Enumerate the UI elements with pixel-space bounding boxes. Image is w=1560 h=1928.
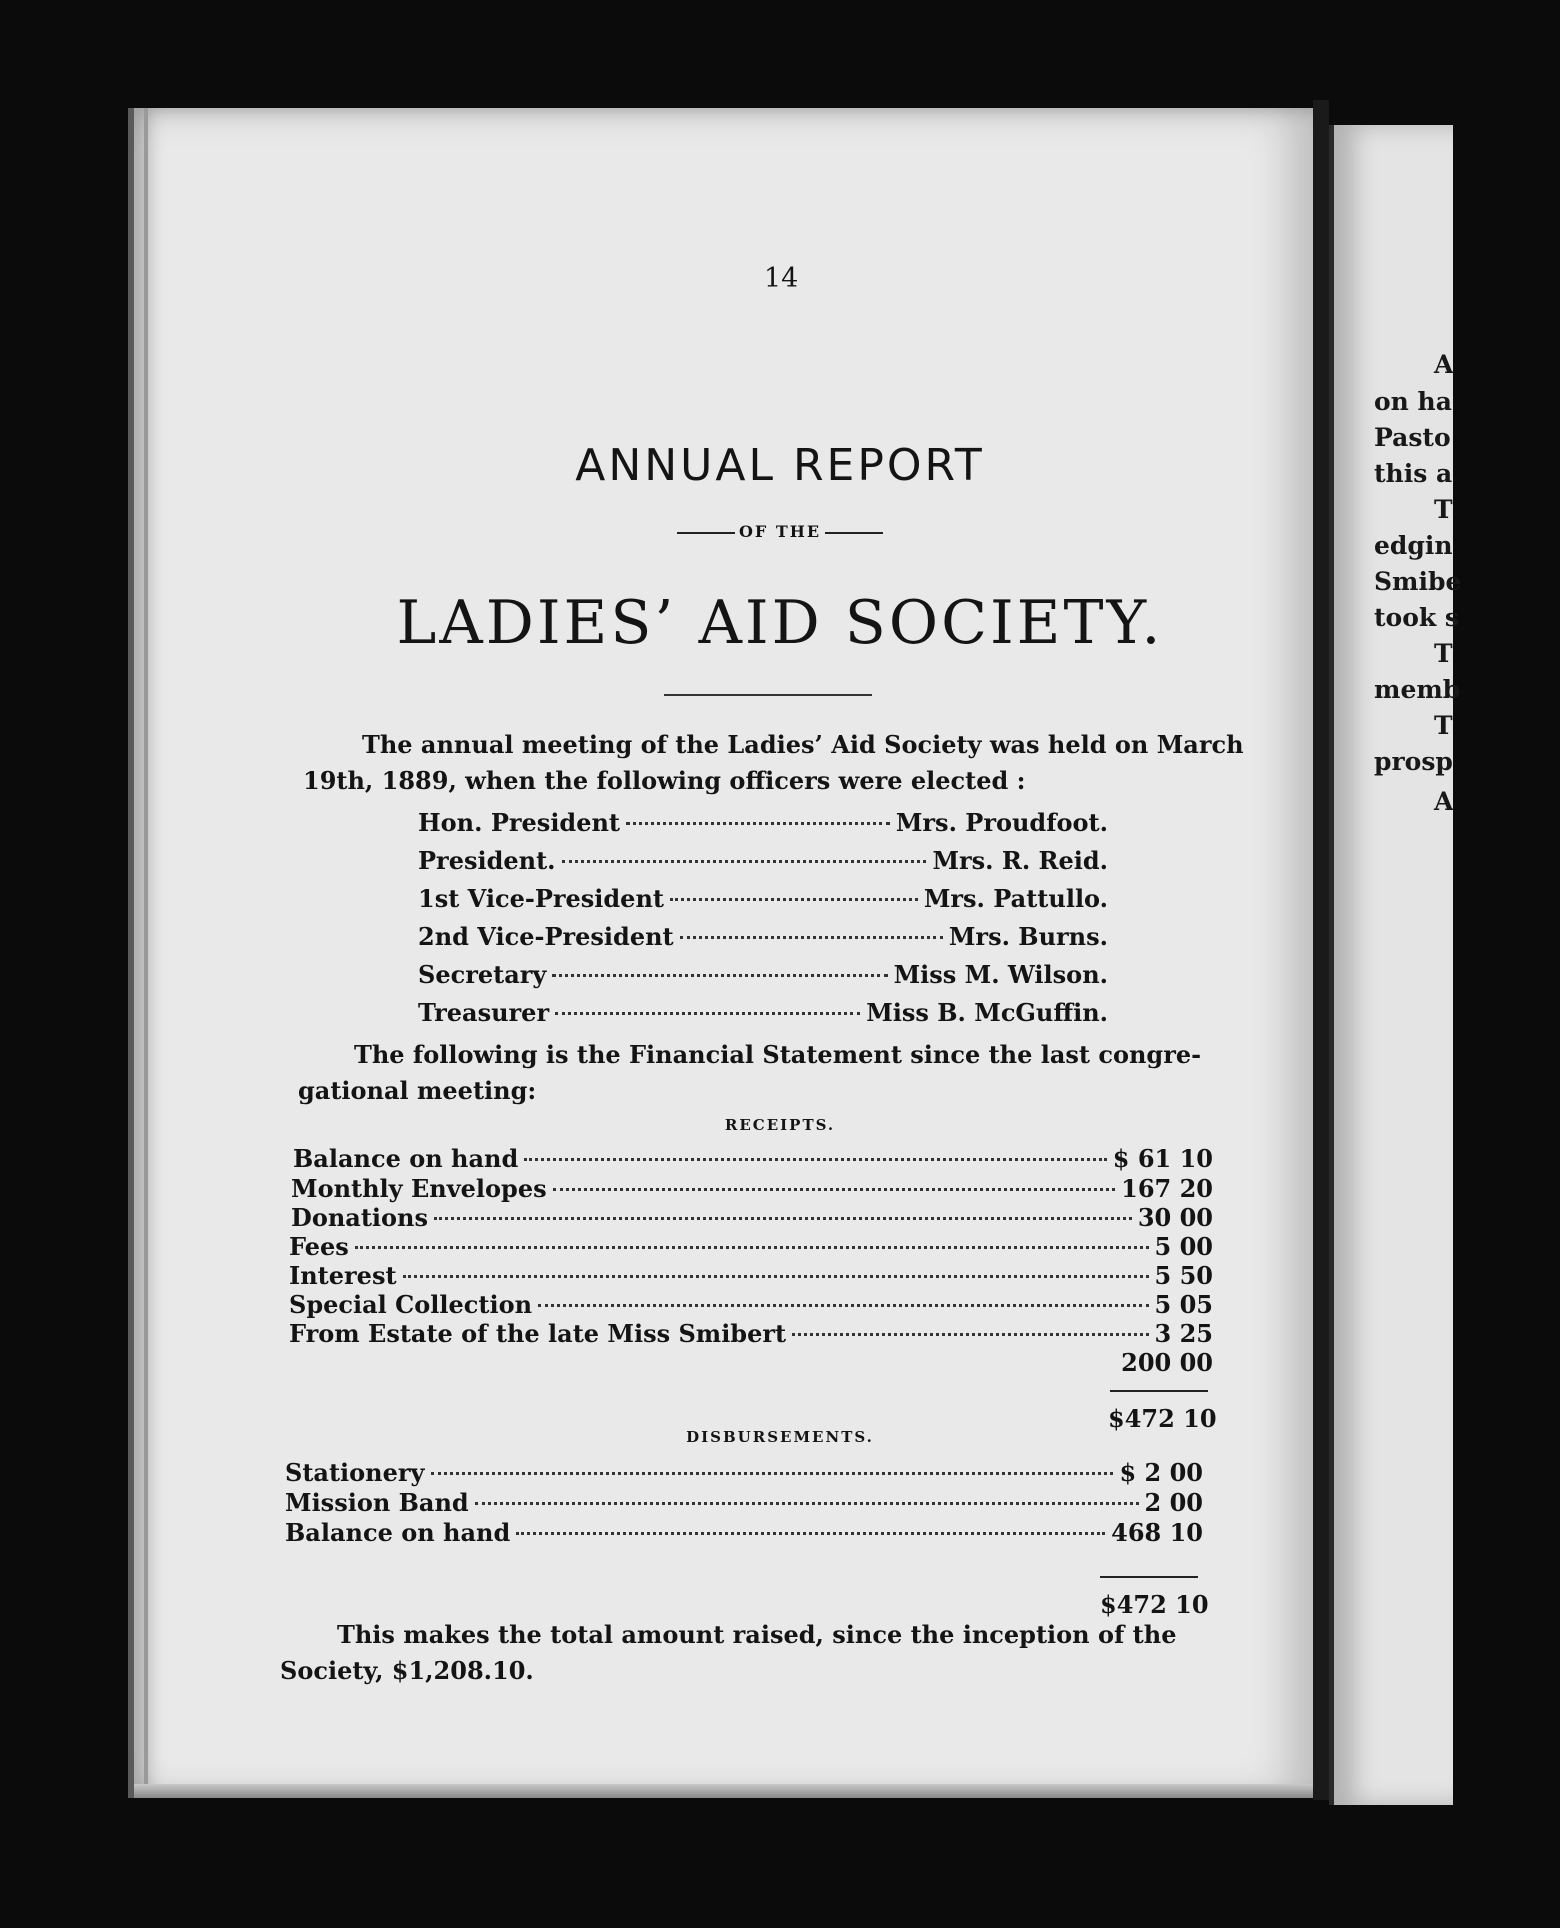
- facing-line: T: [1434, 711, 1453, 740]
- facing-line: this a: [1374, 459, 1453, 488]
- closing-line-2: Society, $1,208.10.: [280, 1656, 534, 1685]
- receipt-label: Fees: [289, 1232, 349, 1261]
- disbursement-amount: 468 10: [1111, 1518, 1203, 1547]
- dot-leader: [475, 1502, 1139, 1505]
- disbursement-row: [285, 1488, 1203, 1517]
- receipt-row: [293, 1144, 1213, 1173]
- receipt-amount: 3 25: [1154, 1319, 1213, 1348]
- receipt-label: Monthly Envelopes: [291, 1174, 547, 1203]
- officer-name: Miss M. Wilson.: [893, 960, 1108, 989]
- receipt-row: [289, 1319, 1213, 1348]
- receipts-heading: RECEIPTS.: [724, 1116, 836, 1134]
- receipt-amount: $ 61 10: [1112, 1144, 1213, 1173]
- closing-line-1: This makes the total amount raised, since the inception of the: [337, 1620, 1177, 1649]
- facing-line: on ha: [1374, 387, 1452, 416]
- dot-leader: [626, 822, 890, 825]
- receipt-amount: 5 00: [1154, 1232, 1213, 1261]
- report-title: ANNUAL REPORT: [575, 440, 985, 491]
- facing-line: memb: [1374, 675, 1461, 704]
- officer-row: [418, 884, 1108, 913]
- receipt-row: [289, 1348, 1213, 1377]
- officer-row: [418, 846, 1108, 875]
- disbursements-heading: DISBURSEMENTS.: [686, 1428, 874, 1446]
- receipt-amount: 5 05: [1154, 1290, 1213, 1319]
- officer-row: [418, 998, 1108, 1027]
- officer-row: [418, 808, 1108, 837]
- receipts-total: $472 10: [1108, 1404, 1217, 1433]
- disbursements-total: $472 10: [1100, 1590, 1209, 1619]
- officer-role: Hon. President: [418, 808, 621, 837]
- receipt-amount: 30 00: [1137, 1203, 1213, 1232]
- dot-leader: [555, 1012, 860, 1015]
- receipt-label: From Estate of the late Miss Smibert: [289, 1319, 787, 1348]
- receipt-amount: 200 00: [1121, 1348, 1213, 1377]
- officer-name: Mrs. R. Reid.: [932, 846, 1108, 875]
- officer-role: 2nd Vice-President: [418, 922, 674, 951]
- receipt-label: Balance on hand: [293, 1144, 519, 1173]
- society-title: LADIES’ AID SOCIETY.: [396, 588, 1164, 658]
- intro-line-1: The annual meeting of the Ladies’ Aid Society was held on March: [362, 730, 1244, 759]
- connector-rule-left: [677, 532, 735, 534]
- officer-role: 1st Vice-President: [418, 884, 664, 913]
- officer-row: [418, 922, 1108, 951]
- financial-intro-line-2: gational meeting:: [298, 1076, 537, 1105]
- dot-leader: [562, 860, 927, 863]
- dot-leader: [516, 1532, 1105, 1535]
- title-connector: [0, 522, 1560, 541]
- title-divider: [664, 694, 872, 696]
- intro-line-2: 19th, 1889, when the following officers were elected :: [303, 766, 1026, 795]
- officer-role: Treasurer: [418, 998, 550, 1027]
- financial-intro-line-1: The following is the Financial Statement since the last congre-: [354, 1040, 1202, 1069]
- disbursement-label: Mission Band: [285, 1488, 469, 1517]
- dot-leader: [670, 898, 918, 901]
- officer-role: President.: [418, 846, 556, 875]
- receipt-row: [291, 1203, 1213, 1232]
- dot-leader: [680, 936, 943, 939]
- connector-text: OF THE: [738, 522, 822, 541]
- disbursement-amount: $ 2 00: [1119, 1458, 1203, 1487]
- disbursement-label: Stationery: [285, 1458, 425, 1487]
- dot-leader: [792, 1333, 1148, 1336]
- receipt-row: [291, 1174, 1213, 1203]
- receipt-amount: 167 20: [1121, 1174, 1213, 1203]
- dot-leader: [553, 1188, 1116, 1191]
- dot-leader: [552, 974, 887, 977]
- disbursements-total-rule: [1100, 1576, 1198, 1578]
- officer-role: Secretary: [418, 960, 547, 989]
- page-number: 14: [764, 263, 799, 294]
- book-gutter: [1313, 100, 1329, 1800]
- receipt-row: [289, 1232, 1213, 1261]
- receipt-row: [289, 1261, 1213, 1290]
- facing-page: [1329, 125, 1462, 1805]
- officer-name: Mrs. Pattullo.: [923, 884, 1108, 913]
- facing-line: T: [1434, 495, 1453, 524]
- dot-leader: [431, 1472, 1114, 1475]
- dot-leader: [403, 1275, 1149, 1278]
- connector-rule-right: [825, 532, 883, 534]
- dot-leader: [524, 1158, 1107, 1161]
- disbursement-amount: 2 00: [1144, 1488, 1203, 1517]
- facing-line: A: [1434, 350, 1454, 379]
- disbursement-row: [285, 1458, 1203, 1487]
- receipt-label: Interest: [289, 1261, 397, 1290]
- officer-name: Mrs. Burns.: [948, 922, 1108, 951]
- facing-line: prosp: [1374, 747, 1453, 776]
- officer-row: [418, 960, 1108, 989]
- receipt-amount: 5 50: [1154, 1261, 1213, 1290]
- facing-line: A: [1434, 787, 1454, 816]
- facing-line: took s: [1374, 603, 1459, 632]
- receipts-total-rule: [1110, 1390, 1208, 1392]
- facing-line: T: [1434, 639, 1453, 668]
- disbursement-label: Balance on hand: [285, 1518, 511, 1547]
- facing-line: Pasto: [1374, 423, 1451, 452]
- officer-name: Mrs. Proudfoot.: [895, 808, 1108, 837]
- dot-leader: [355, 1246, 1149, 1249]
- receipt-label: Special Collection: [289, 1290, 533, 1319]
- receipt-label: Donations: [291, 1203, 428, 1232]
- dot-leader: [538, 1304, 1149, 1307]
- facing-line: Smibe: [1374, 567, 1462, 596]
- receipt-row: [289, 1290, 1213, 1319]
- officer-name: Miss B. McGuffin.: [866, 998, 1108, 1027]
- disbursement-row: [285, 1518, 1203, 1547]
- facing-line: edgin: [1374, 531, 1453, 560]
- dot-leader: [434, 1217, 1132, 1220]
